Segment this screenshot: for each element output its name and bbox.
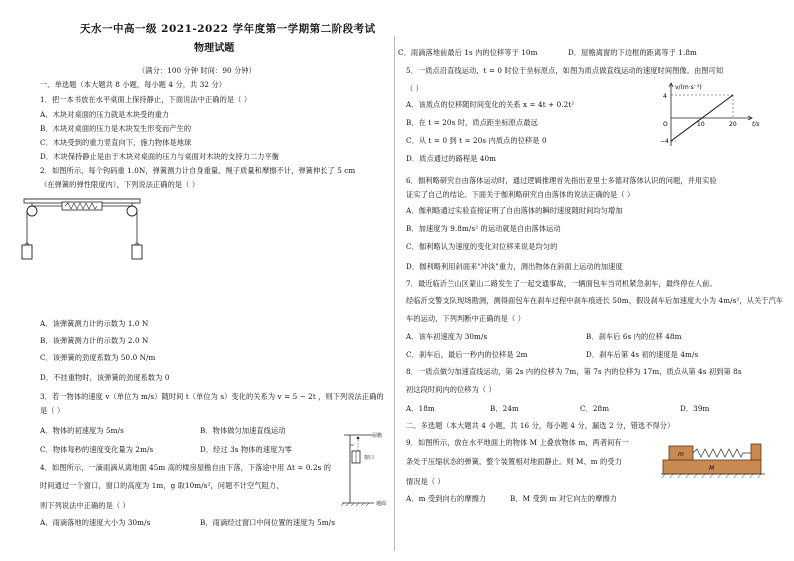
section-1-heading: 一、单选题（本大题共 8 小题，每小题 4 分，共 32 分）	[40, 80, 227, 89]
q9-option-b: B．M 受到 m 对它向左的摩擦力	[510, 494, 618, 503]
fig9-label-m: m	[678, 451, 684, 458]
fig-label-ground: 地面	[376, 501, 387, 507]
q9-stem-line1: 9．如图所示，放在水平地面上的物体 M 上叠放物体 m，两者间有一	[406, 438, 629, 447]
fig-label-window: 窗口	[364, 455, 375, 461]
spring	[693, 449, 751, 457]
q2-option-b: B．该弹簧测力计的示数为 2.0 N	[40, 336, 149, 345]
graph-x-label: t/s	[752, 121, 760, 128]
velocity-time-graph	[651, 80, 761, 150]
q6-stem-line2: 证实了自己的结论。下面关于伽利略研究自由落体的说法正确的是（ ）	[406, 190, 635, 199]
exam-subtitle: 物理试题	[194, 43, 235, 54]
q3-option-d: D．经过 3s 物体的速度为零	[200, 445, 292, 454]
q6-stem-line1: 6．伽利略研究自由落体运动时，通过逻辑推理首先指出亚里士多德对落体认识的问题，并用实验	[406, 176, 717, 185]
q2-option-d: D．不挂重物时，该弹簧的劲度系数为 0	[40, 373, 170, 382]
q9-stem-line2: 条处于压缩状态的弹簧，整个装置相对地面静止。则 M、m 的受力	[406, 457, 622, 466]
q1-option-b: B．木块对桌面的压力是木块发生形变而产生的	[40, 124, 192, 133]
block-spring-figure	[661, 436, 766, 482]
q8-option-b: B．24m	[490, 404, 519, 413]
graph-tick-x-10: 10	[697, 121, 705, 128]
column-divider	[394, 36, 395, 551]
q9-stem-line3: 情况是（ ）	[406, 477, 445, 486]
q4-stem-line3: 则下列说法中正确的是（ ）	[40, 501, 130, 510]
q4-option-b: B．雨滴经过窗口中间位置的速度为 5m/s	[200, 518, 335, 527]
spring-scale-figure	[18, 195, 146, 267]
q3-option-c: C．物体每秒的速度变化量为 2m/s	[40, 445, 154, 454]
q5-stem: 5．一质点沿直线运动，t = 0 时位于坐标原点，如图为质点做直线运动的速度时间图像。由图可知	[406, 66, 724, 75]
q1-stem: 1．把一本书放在水平桌面上保持静止，下面说法中正确的是（ ）	[40, 95, 252, 104]
q4-option-a: A．雨滴落地的速度大小为 30m/s	[40, 518, 151, 527]
q8-stem-line2: 初这段时间内的位移为（ ）	[406, 385, 496, 394]
q9-option-a: A．m 受到向右的摩擦力	[406, 494, 487, 503]
q1-option-c: C．木块受到的重力竖直向下，施力物体是地球	[40, 138, 192, 147]
q8-option-d: D．39m	[680, 404, 710, 413]
q2-option-a: A．该弹簧测力计的示数为 1.0 N	[40, 319, 149, 328]
exam-meta: （满分：100 分钟 时间：90 分钟）	[138, 66, 256, 75]
fig-label-eave: 屋檐	[372, 433, 383, 439]
q7-option-a: A．该车初速度为 30m/s	[406, 332, 488, 341]
q6-option-b: B．加速度为 9.8m/s² 的运动就是自由落体运动	[406, 224, 561, 233]
q6-option-d: D．伽利略利用斜面来"冲淡"重力，测出物体在斜面上运动的加速度	[406, 262, 623, 271]
q5-option-b: B．在 t = 20s 时，质点距坐标原点最远	[406, 118, 538, 127]
q1-option-a: A．木块对桌面的压力就是木块受的重力	[40, 110, 170, 119]
q4-option-c: C．雨滴落地前最后 1s 内的位移等于 10m	[398, 48, 538, 57]
q3-option-b: B．物体做匀加速直线运动	[200, 426, 286, 435]
graph-tick-y-neg4: −4	[660, 138, 669, 145]
q6-option-c: C．伽利略认为速度的变化对位移来说是均匀的	[406, 242, 558, 251]
graph-y-label: v/(m·s⁻¹)	[675, 84, 702, 91]
section-2-heading: 二、多选题（本大题共 4 小题，共 16 分，每小题 4 分，漏选 2 分，错选不得分）	[406, 421, 675, 430]
q4-stem-line1: 4．如图所示，一滴雨滴从离地面 45m 高的楼房屋檐自由下落，下落途中用 Δt = 0.2s 的	[40, 463, 332, 472]
raindrop-building-figure	[340, 427, 390, 509]
q4-stem-line2: 时间通过一个窗口，窗口的高度为 1m，g 取10m/s²，问题不计空气阻力，	[40, 481, 284, 490]
q2-option-c: C．该弹簧的劲度系数为 50.0 N/m	[40, 353, 156, 362]
q3-option-a: A．物体的初速度为 5m/s	[40, 426, 124, 435]
q5-option-d: D．质点通过的路程是 40m	[406, 154, 497, 163]
q8-stem-line1: 8．一质点做匀加速直线运动，第 2s 内的位移为 7m，第 7s 内的位移为 17m，质点从第 4s 初到第 8s	[406, 367, 742, 376]
q7-option-b: B．刹车后 6s 内的位移 48m	[586, 332, 682, 341]
graph-tick-y-4: 4	[663, 93, 667, 100]
q7-stem-line1: 7．最近临沂兰山区蒙山二路发生了一起交通事故，一辆面包车当司机紧急刹车，最终停在人前。	[406, 279, 717, 288]
q1-option-d: D．木块保持静止是由于木块对桌面的压力与桌面对木块的支持力二力平衡	[40, 152, 280, 161]
q8-option-a: A．18m	[406, 404, 435, 413]
q7-option-d: D．刹车后第 4s 初的速度是 4m/s	[586, 350, 699, 359]
q6-option-a: A．伽利略通过实验直接证明了自由落体的瞬时速度随时间均匀增加	[406, 206, 623, 215]
q3-stem-line1: 3．若一物体的速度 v（单位为 m/s）随时间 t（单位为 s）变化的关系为 v = 5 − 2t ，则下列说法正确的	[40, 392, 384, 401]
graph-origin: O	[663, 121, 668, 128]
q7-stem-line3: 车的运动，下列判断中正确的是（ ）	[406, 314, 525, 323]
q5-paren: （ ）	[406, 84, 423, 93]
graph-tick-x-20: 20	[729, 121, 737, 128]
q5-option-c: C．从 t = 0 到 t = 20s 内质点的位移是 0	[406, 136, 547, 145]
q3-stem-line2: 是（ ）	[40, 406, 65, 415]
q7-option-c: C．刹车后，最后一秒内的位移是 2m	[406, 350, 528, 359]
fig9-label-M: M	[709, 465, 715, 472]
q2-stem-line1: 2．如图所示，每个钩码重 1.0N，弹簧测力计自身重量、绳子质量和摩擦不计，弹簧伸长了 5 cm	[40, 166, 356, 175]
q7-stem-line2: 经临沂交警支队现场勘测，测得面包车在刹车过程中刹车痕迹长 50m，假设刹车后加速度大小为 4m/s²，从关于汽车	[406, 296, 784, 305]
q4-option-d: D．屋檐离窗的下边框的距离等于 1.8m	[568, 48, 697, 57]
exam-title: 天水一中高一级 2021-2022 学年度第一学期第二阶段考试	[80, 23, 376, 35]
q8-option-c: C．28m	[580, 404, 610, 413]
q2-stem-line2: （在弹簧的弹性限度内），下列说法正确的是（ ）	[40, 180, 200, 189]
q5-option-a: A．该质点的位移随时间变化的关系 x = 4t + 0.2t²	[406, 100, 575, 109]
